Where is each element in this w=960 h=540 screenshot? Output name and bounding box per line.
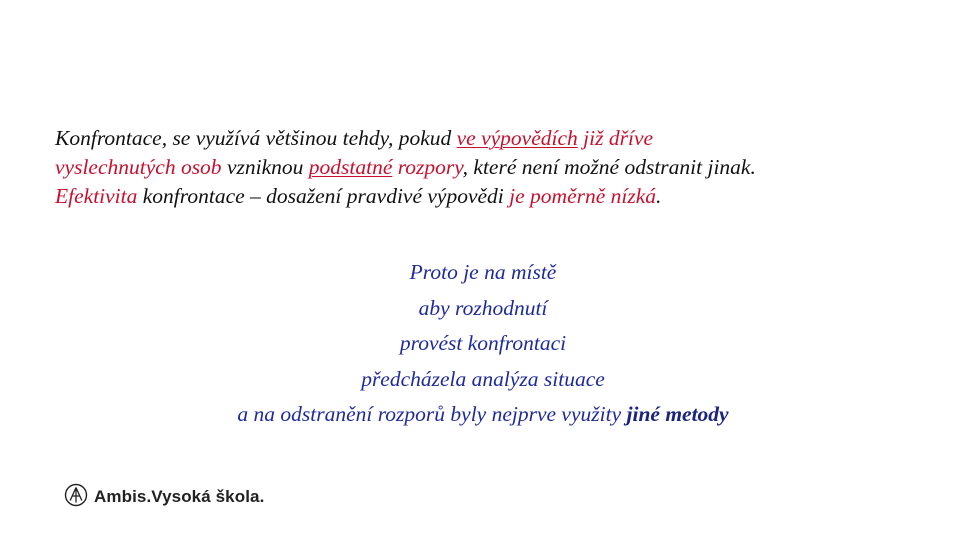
conclusion-line-5 <box>0 397 960 433</box>
highlight-rozpory: rozpory <box>392 155 463 179</box>
conclusion-line-1: Proto je na místě <box>409 260 557 284</box>
highlight-ve-vypovedich: ve výpovědích <box>456 126 578 150</box>
conclusion-line-2: aby rozhodnutí <box>418 295 548 320</box>
paragraph-text: konfrontace – dosažení pravdivé výpovědi <box>137 184 510 208</box>
conclusion-line-3: provést konfrontaci <box>399 331 567 355</box>
ambis-logo-icon <box>64 483 88 512</box>
paragraph-line-2 <box>55 153 935 182</box>
conclusion-emphasis: jiné metody <box>626 402 729 426</box>
conclusion-block <box>0 255 960 433</box>
conclusion-text: a na odstranění rozporů byly nejprve využity <box>237 402 627 426</box>
paragraph-line-1 <box>55 124 935 153</box>
highlight-jiz-drive: již dříve <box>577 126 654 150</box>
highlight-vyslechnutych-osob: vyslechnutých osob <box>55 155 222 179</box>
logo-text: Ambis.Vysoká škola. <box>94 487 265 506</box>
highlight-efektivita: Efektivita <box>55 184 138 208</box>
main-paragraph <box>55 124 935 211</box>
highlight-je-pomerne-nizka: je poměrně nízká <box>509 184 657 208</box>
paragraph-text: . <box>656 184 662 208</box>
paragraph-text: , které není možné odstranit jinak. <box>462 155 756 179</box>
conclusion-line-4: předcházela analýza situace <box>361 366 605 391</box>
ambis-logo <box>64 484 264 510</box>
highlight-podstatne: podstatné <box>308 155 393 179</box>
paragraph-text: vzniknou <box>221 155 309 179</box>
paragraph-line-3 <box>55 182 935 211</box>
paragraph-text: Konfrontace, se využívá většinou tehdy, pokud <box>55 126 457 150</box>
